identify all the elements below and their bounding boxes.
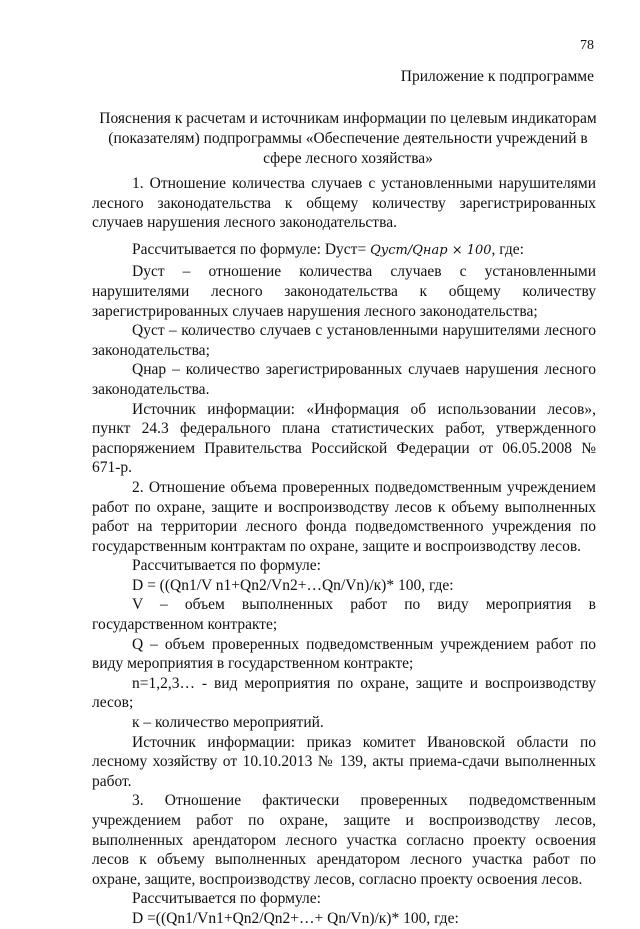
section-2-calc-label: Рассчитывается по формуле: <box>132 557 321 575</box>
section-3-formula: D =((Qn1/Vn1+Qn2/Qn2+…+ Qn/Vn)/к)* 100, где: <box>132 909 459 927</box>
section-1-definition: Dуст – отношение количества случаев с установленными нарушителями лесного законодательства к общему количеству зарегистрированных случаев нарушения лесного законодательства; <box>92 263 596 320</box>
appendix-label: Приложение к подпрограмме <box>400 68 594 85</box>
section-2-definition: V – объем выполненных работ по виду мероприятия в государственном контракте; <box>92 596 596 634</box>
section-3-heading: 3. Отношение фактически проверенных подведомственным учреждением работ по охране, защите и воспроизводству лесов, выполненных арендатором лесного участка согласно проекту освоения лесов к объему выполненных арендатором лесного участка работ по охране, защите, воспроизводству лесов, согласно проекту освоения лесов. <box>92 792 596 888</box>
section-1-formula-line <box>92 240 596 261</box>
page-number: 78 <box>580 38 594 53</box>
formula-suffix: , где: <box>491 240 524 258</box>
document-body <box>92 174 596 929</box>
section-2-source: Источник информации: приказ комитет Ивановской области по лесному хозяйству от 10.10.2013 № 139, акты приема-сдачи выполненных работ. <box>92 733 596 790</box>
document-title: Пояснения к расчетам и источникам информации по целевым индикаторам (показателям) подпрограммы «Обеспечение деятельности учреждений в сфере лесного хозяйства» <box>99 110 597 167</box>
section-1-formula: Qуст/Qнар × 100 <box>370 242 492 258</box>
section-2-definition: Q – объем проверенных подведомственным учреждением работ по виду мероприятия в государственном контракте; <box>92 635 596 673</box>
section-2-definition: n=1,2,3… - вид мероприятия по охране, защите и воспроизводству лесов; <box>92 674 596 712</box>
section-1-heading: 1. Отношение количества случаев с установленными нарушителями лесного законодательства к общему количеству зарегистрированных случаев нарушения лесного законодательства. <box>92 175 596 232</box>
section-2-definition: к – количество мероприятий. <box>132 714 324 732</box>
section-3-calc-label: Рассчитывается по формуле: <box>132 890 321 908</box>
section-1-source: Источник информации: «Информация об использовании лесов», пункт 24.3 федерального плана статистических работ, утвержденного распоряжением Правительства Российской Федерации от 06.05.2008 № 671-р. <box>92 400 596 477</box>
section-2-heading: 2. Отношение объема проверенных подведомственным учреждением работ по охране, защите и воспроизводству лесов к объему выполненных работ на территории лесного фонда подведомственного учреждения по государственным контрактам по охране, защите и воспроизводству лесов. <box>92 478 596 555</box>
section-1-definition: Qнар – количество зарегистрированных случаев нарушения лесного законодательства. <box>92 361 596 398</box>
formula-prefix: Рассчитывается по формуле: Dуст= <box>132 240 367 258</box>
section-1-definition: Qуст – количество случаев с установленными нарушителями лесного законодательства; <box>92 322 596 359</box>
section-2-formula: D = ((Qn1/V n1+Qn2/Vn2+…Qn/Vn)/к)* 100, где: <box>132 576 454 594</box>
